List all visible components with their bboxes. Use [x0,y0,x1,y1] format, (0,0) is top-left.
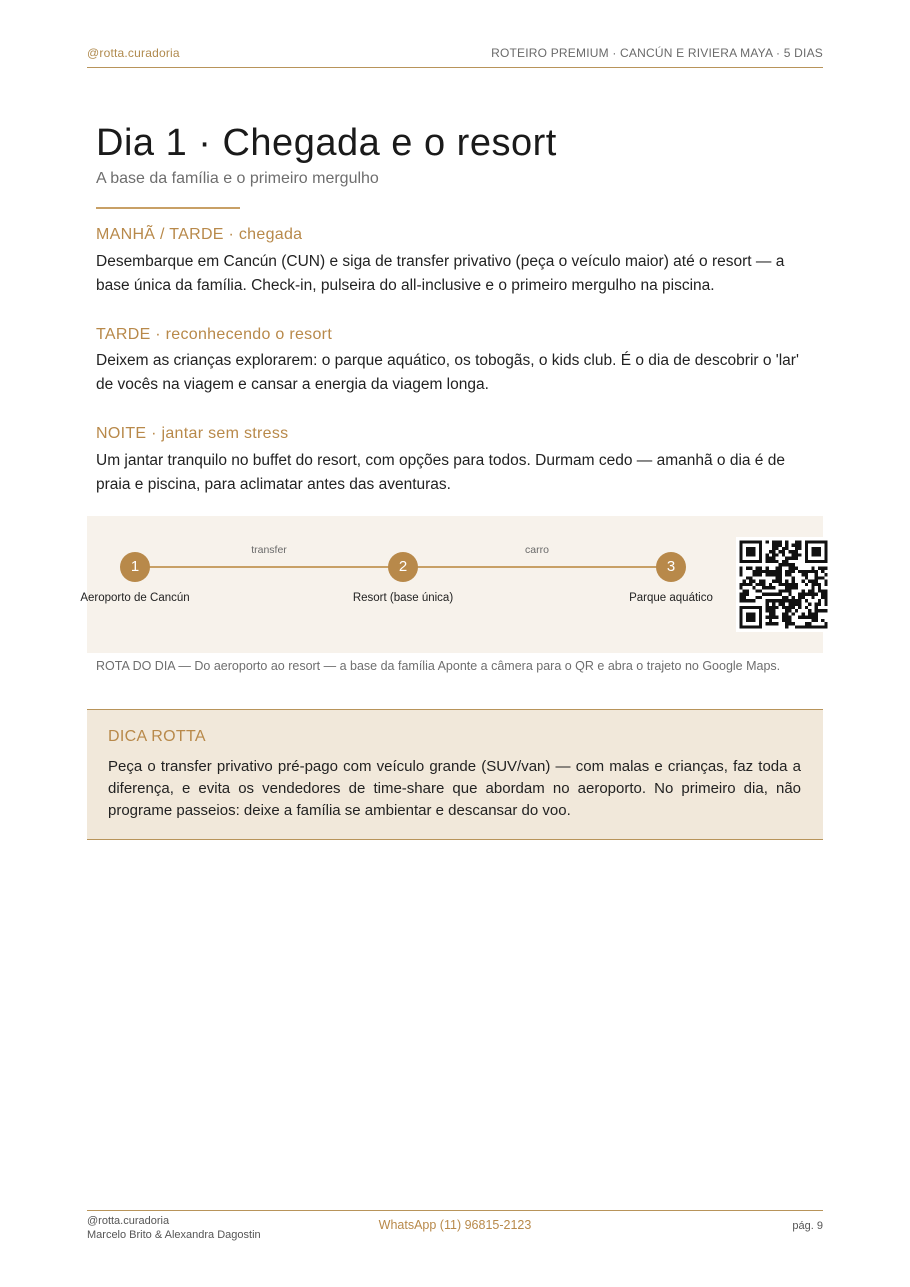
route-leg-label: transfer [251,544,287,556]
route-caption: ROTA DO DIA — Do aeroporto ao resort — a base da família Aponte a câmera para o QR e abra o trajeto no Google Maps. [96,659,781,673]
section-text-arrival: Desembarque em Cancún (CUN) e siga de transfer privativo (peça o veículo maior) até o resort — a base única da família. Check-in, pulseira do all-inclusive e o primeiro mergulho na piscina. [96,253,785,294]
title-divider [96,207,240,209]
route-stop-label: Parque aquático [629,592,713,604]
footer-brand: @rotta.curadoria [87,1215,170,1227]
route-leg-line [135,566,403,568]
section-text-dinner: Um jantar tranquilo no buffet do resort, com opções para todos. Durmam cedo — amanhã o dia é de praia e piscina, para aclimatar antes das aventuras. [96,452,785,493]
footer-whatsapp-link[interactable]: WhatsApp (11) 96815-2123 [378,1218,532,1232]
route-stop-label: Aeroporto de Cancún [80,592,190,604]
route-stop-marker: 2 [388,552,418,582]
route-leg-line [403,566,671,568]
route-stop-marker: 3 [656,552,686,582]
header-brand: @rotta.curadoria [87,46,180,60]
section-heading-dinner: NOITE · jantar sem stress [96,425,289,442]
route-leg-label: carro [525,544,549,556]
section-heading-resort: TARDE · reconhecendo o resort [96,326,333,343]
tip-heading: DICA ROTTA [108,728,206,745]
page-header [87,46,823,68]
header-doc-title: ROTEIRO PREMIUM · CANCÚN E RIVIERA MAYA · 5 DIAS [491,46,823,60]
section-heading-arrival: MANHÃ / TARDE · chegada [96,226,303,243]
page-title: Dia 1 · Chegada e o resort [96,122,557,164]
page-subtitle: A base da família e o primeiro mergulho [96,170,379,187]
qr-code-icon[interactable] [736,537,831,632]
route-stop-marker: 1 [120,552,150,582]
footer-authors: Marcelo Brito & Alexandra Dagostin [87,1229,261,1241]
page-number: pág. 9 [792,1220,823,1232]
route-stop-label: Resort (base única) [352,592,454,604]
tip-text: Peça o transfer privativo pré-pago com veículo grande (SUV/van) — com malas e crianças, faz toda a diferença, e evita os vendedores de time-share que abordam no aeroporto. No primeiro dia, não programe passeios: deixe a família se ambientar e descansar do voo. [108,758,801,819]
section-text-resort: Deixem as crianças explorarem: o parque aquático, os tobogãs, o kids club. É o dia de descobrir o 'lar' de vocês na viagem e cansar a energia da viagem longa. [96,352,799,393]
page-footer [87,1210,823,1251]
route-panel [87,516,823,653]
